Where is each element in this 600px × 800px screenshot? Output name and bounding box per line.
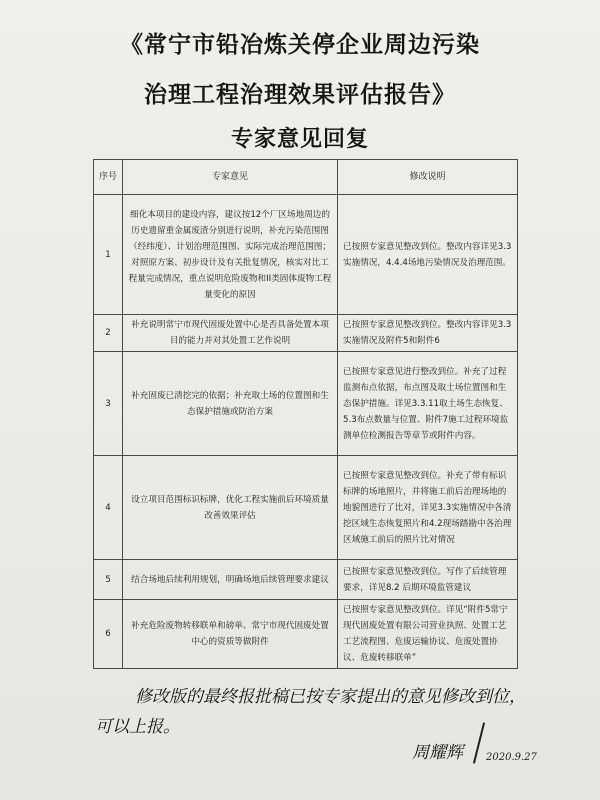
- row-number: 6: [94, 600, 123, 669]
- expert-opinion-cell: 补充说明常宁市现代固废处置中心是否具备处置本项目的能力并对其处置工艺作说明: [123, 315, 338, 352]
- report-title-line-2: 治理工程治理效果评估报告》: [144, 82, 456, 108]
- report-title-line-1: 《常宁市铅冶炼关停企业周边污染: [120, 32, 480, 58]
- handwritten-approval-line-1: 修改版的最终报批稿已按专家提出的意见修改到位，: [135, 687, 526, 707]
- row-number: 1: [94, 195, 123, 315]
- expert-opinion-table: [93, 159, 518, 669]
- handwritten-date: 2020.9.27: [486, 752, 537, 763]
- row-number: 2: [94, 315, 123, 352]
- expert-opinion-cell: 设立项目范围标识标牌，优化工程实施前后环境质量改善效果评估: [123, 456, 338, 560]
- expert-opinion-cell: 补充危险废物转移联单和磅单、常宁市现代固废处置中心的资质等做附件: [123, 600, 338, 669]
- revision-note-cell: 已按照专家意见整改到位。整改内容详见3.3实施情况，4.4.4场地污染情况及治理范围。: [338, 195, 518, 315]
- revision-note-cell: 已按照专家意见整改到位。整改内容详见3.3实施情况及附件5和附件6: [338, 315, 518, 352]
- table-row: [94, 560, 518, 600]
- table-header-row: [94, 160, 518, 195]
- header-revision-note: 修改说明: [338, 160, 518, 195]
- revision-note-cell: 已按照专家意见整改到位。补充了带有标识标牌的场地照片，并将施工前后治理场地的地貌图进行了比对，详见3.3实施情况中各清挖区域生态恢复照片和4.2现场踏勘中各治理区域施工前后的照片比对情况: [338, 456, 518, 560]
- table-row: [94, 315, 518, 352]
- expert-opinion-cell: 结合场地后续利用规划，明确场地后续管理要求建议: [123, 560, 338, 600]
- table-row: [94, 600, 518, 669]
- revision-note-cell: 已按照专家意见整改到位。详见“附件5常宁现代固废处置有限公司营业执照、处置工艺工艺流程图、危废运输协议、危废处置协议、危废转移联单”: [338, 600, 518, 669]
- row-number: 5: [94, 560, 123, 600]
- expert-opinion-cell: 补充固废已清挖完的依据；补充取土场的位置图和生态保护措施或防治方案: [123, 352, 338, 456]
- header-expert-opinion: 专家意见: [123, 160, 338, 195]
- revision-note-cell: 已按照专家意见进行整改到位。补充了过程监测布点依据，布点图及取土场位置图和生态保护措施。详见3.3.11取土场生态恢复、5.3布点数量与位置、附件7施工过程环境监测单位检测报告等章节或附件内容。: [338, 352, 518, 456]
- table-row: [94, 195, 518, 315]
- handwritten-signature: 周耀辉: [412, 743, 463, 763]
- reply-heading: 专家意见回复: [230, 127, 369, 152]
- row-number: 4: [94, 456, 123, 560]
- expert-opinion-cell: 细化本项目的建设内容，建议按12个厂区场地周边的历史遗留重金属废渣分别进行说明，补充污染范围图（经纬度）、计划治理范围图、实际完成治理范围图；对照原方案、初步设计及有关批复情况，核实对比工程量完成情况，重点说明危险废物和II类固体废物工程量变化的原因: [123, 195, 338, 315]
- table-row: [94, 352, 518, 456]
- revision-note-cell: 已按照专家意见整改到位。写作了后续管理要求，详见8.2 后期环境监管建议: [338, 560, 518, 600]
- row-number: 3: [94, 352, 123, 456]
- header-number: 序号: [94, 160, 123, 195]
- table-row: [94, 456, 518, 560]
- handwritten-approval-line-2: 可以上报。: [95, 717, 180, 737]
